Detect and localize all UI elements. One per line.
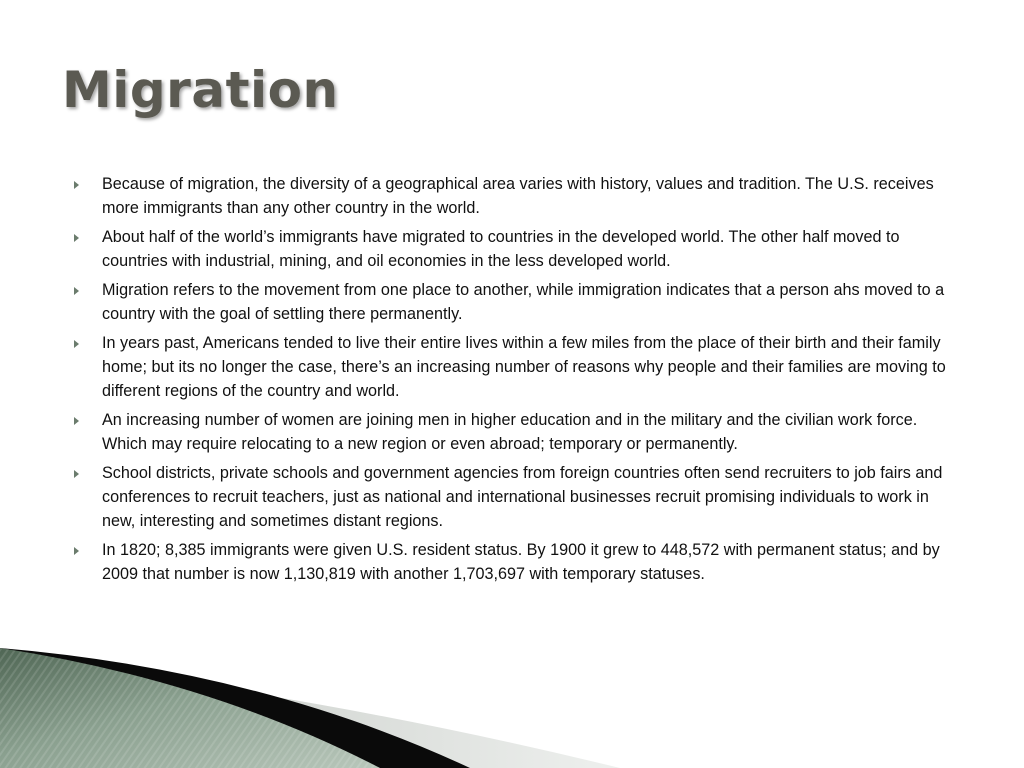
bullet-item — [74, 461, 966, 533]
bullet-text: About half of the world’s immigrants have migrated to countries in the developed world. The other half moved to countries with industrial, mining, and oil economies in the less developed world. — [102, 228, 900, 270]
bullet-item — [74, 225, 966, 273]
bullet-arrow-icon — [74, 340, 79, 348]
bullet-item — [74, 278, 966, 326]
bullet-item — [74, 331, 966, 403]
slide-title: Migration — [62, 61, 339, 119]
bullet-text: In years past, Americans tended to live their entire lives within a few miles from the place of their birth and their family home; but its no longer the case, there’s an increasing number of reasons why people and their families are moving to different regions of the country and world. — [102, 334, 946, 400]
bullet-text: An increasing number of women are joining men in higher education and in the military and the civilian work force. Which may require relocating to a new region or even abroad; temporary or permanently. — [102, 411, 918, 453]
bullet-text: Migration refers to the movement from one place to another, while immigration indicates that a person ahs moved to a country with the goal of settling there permanently. — [102, 281, 945, 323]
bullet-arrow-icon — [74, 547, 79, 555]
bullet-list — [74, 172, 966, 591]
light-grey-swoosh — [0, 660, 620, 768]
black-swoosh — [0, 648, 470, 768]
bullet-arrow-icon — [74, 181, 79, 189]
bullet-arrow-icon — [74, 470, 79, 478]
green-swoosh — [0, 648, 380, 768]
bullet-text: In 1820; 8,385 immigrants were given U.S. resident status. By 1900 it grew to 448,572 with permanent status; and by 2009 that number is now 1,130,819 with another 1,703,697 with temporary statuses. — [102, 541, 940, 583]
bullet-item — [74, 172, 966, 220]
bullet-text: Because of migration, the diversity of a geographical area varies with history, values and tradition. The U.S. receives more immigrants than any other country in the world. — [102, 175, 934, 217]
bullet-text: School districts, private schools and government agencies from foreign countries often send recruiters to job fairs and conferences to recruit teachers, just as national and international businesses recruit promising individuals to work in new, interesting and sometimes distant regions. — [102, 464, 943, 530]
bullet-arrow-icon — [74, 234, 79, 242]
bullet-item — [74, 538, 966, 586]
bullet-arrow-icon — [74, 417, 79, 425]
bullet-arrow-icon — [74, 287, 79, 295]
bullet-item — [74, 408, 966, 456]
